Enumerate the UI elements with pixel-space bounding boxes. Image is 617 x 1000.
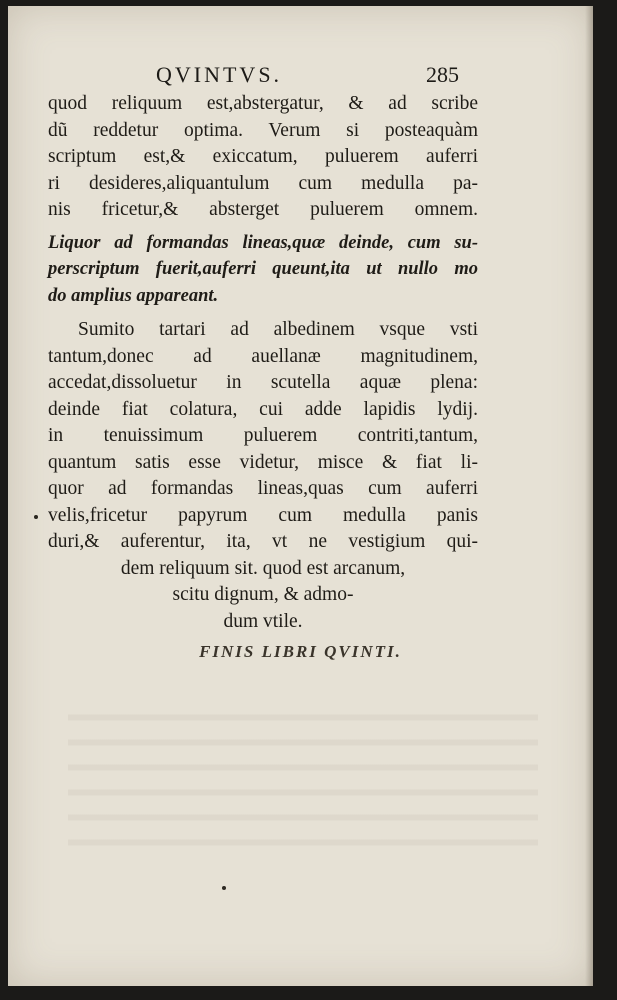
closing-line: scitu dignum, & admo- [172, 584, 354, 605]
heading-line: perscriptum fuerit,auferri queunt,ita ut nullo mo [48, 259, 478, 279]
text-line: in tenuissimum puluerem contriti,tantum, [48, 425, 478, 446]
text-block [48, 91, 478, 635]
running-title: QVINTVS. [156, 62, 283, 87]
closing-lines [48, 556, 478, 636]
text-line: velis,fricetur papyrum cum medulla panis [48, 504, 478, 526]
heading-line: do amplius appareant. [48, 285, 219, 306]
text-line: accedat,dissoluetur in scutella aquæ plena: [48, 372, 478, 393]
show-through-texture [68, 696, 538, 846]
finis-line: FINIS LIBRI QVINTI. [199, 642, 402, 661]
closing-line: dum vtile. [223, 610, 303, 632]
paragraph-1 [48, 91, 478, 224]
margin-mark-icon [34, 515, 38, 519]
text-line: tantum,donec ad auellanæ magnitudinem, [48, 345, 478, 367]
running-head [8, 62, 593, 92]
text-line: scriptum est,& exiccatum, puluerem auferri [48, 146, 478, 167]
paper-speck [222, 886, 226, 890]
text-line: Sumito tartari ad albedinem vsque vsti [78, 319, 478, 340]
text-line: quor ad formandas lineas,quas cum auferri [48, 478, 478, 499]
text-line: quantum satis esse videtur, misce & fiat li- [48, 451, 478, 473]
book-page [8, 6, 593, 986]
text-line: quod reliquum est,abstergatur, & ad scribe [48, 93, 478, 114]
closing-line: dem reliquum sit. quod est arcanum, [120, 557, 406, 579]
page-number: 285 [426, 62, 459, 87]
page-edge-shadow [585, 6, 593, 986]
text-line: dũ reddetur optima. Verum si posteaquàm [48, 119, 478, 141]
italic-heading [48, 230, 478, 310]
text-line: nis fricetur,& absterget puluerem omnem. [48, 199, 478, 220]
text-line: duri,& auferentur, ita, vt ne vestigium qui- [48, 531, 478, 552]
text-line: ri desideres,aliquantulum cum medulla pa- [48, 172, 478, 194]
heading-line: Liquor ad formandas lineas,quæ deinde, cum su- [48, 232, 478, 253]
text-line: deinde fiat colatura, cui adde lapidis lydij. [48, 398, 478, 420]
paragraph-2 [48, 317, 478, 556]
